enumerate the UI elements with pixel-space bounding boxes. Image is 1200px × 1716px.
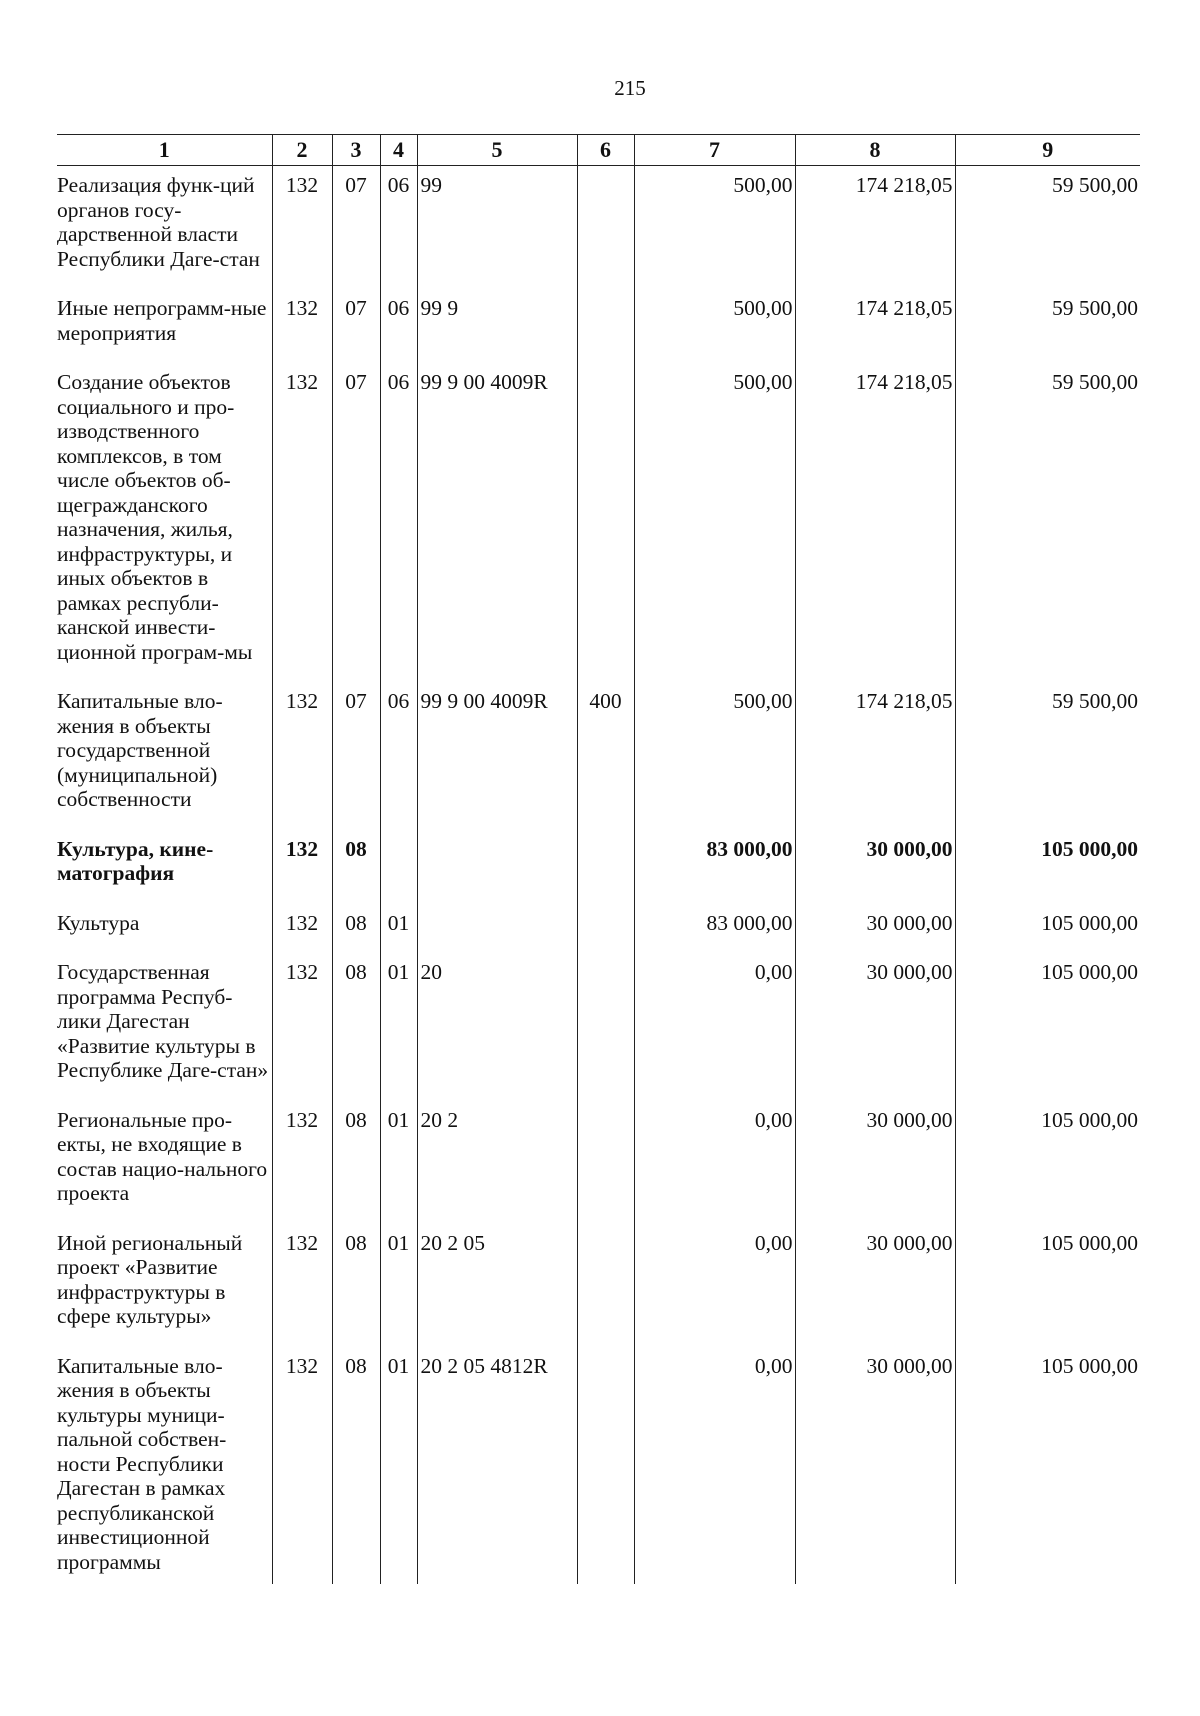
budget-table: [57, 134, 1140, 1584]
section-code-cell: 07: [332, 682, 380, 830]
amount-col7-cell: 0,00: [634, 1101, 795, 1224]
table-header-row: [57, 135, 1140, 166]
admin-code-cell: 132: [272, 166, 332, 290]
table-row: [57, 289, 1140, 363]
expense-type-cell: [577, 1101, 634, 1224]
column-header: 9: [955, 135, 1140, 166]
admin-code-cell: 132: [272, 1224, 332, 1347]
amount-col7-cell: 500,00: [634, 682, 795, 830]
column-header: 8: [795, 135, 955, 166]
amount-col7-cell: 0,00: [634, 953, 795, 1101]
amount-col8-cell: 174 218,05: [795, 289, 955, 363]
amount-col9-cell: 105 000,00: [955, 1224, 1140, 1347]
table-row: [57, 166, 1140, 290]
table-row: [57, 1101, 1140, 1224]
amount-col9-cell: 105 000,00: [955, 1347, 1140, 1585]
subsection-code-cell: 06: [380, 166, 417, 290]
amount-col9-cell: 105 000,00: [955, 1101, 1140, 1224]
admin-code-cell: 132: [272, 1347, 332, 1585]
target-article-cell: 99: [417, 166, 577, 290]
amount-col8-cell: 30 000,00: [795, 1224, 955, 1347]
admin-code-cell: 132: [272, 830, 332, 904]
amount-col7-cell: 500,00: [634, 166, 795, 290]
subsection-code-cell: [380, 830, 417, 904]
column-header: 4: [380, 135, 417, 166]
target-article-cell: [417, 904, 577, 954]
column-header: 3: [332, 135, 380, 166]
subsection-code-cell: 01: [380, 953, 417, 1101]
amount-col9-cell: 59 500,00: [955, 363, 1140, 682]
budget-table-container: [57, 134, 1140, 1584]
amount-col9-cell: 105 000,00: [955, 904, 1140, 954]
amount-col8-cell: 174 218,05: [795, 166, 955, 290]
amount-col9-cell: 105 000,00: [955, 953, 1140, 1101]
target-article-cell: 99 9 00 4009R: [417, 682, 577, 830]
amount-col9-cell: 59 500,00: [955, 289, 1140, 363]
row-name-cell: Государственная программа Респуб-лики Дагестан «Развитие культуры в Республике Даге-стан»: [57, 953, 272, 1101]
amount-col7-cell: 83 000,00: [634, 830, 795, 904]
amount-col9-cell: 59 500,00: [955, 682, 1140, 830]
amount-col8-cell: 30 000,00: [795, 1101, 955, 1224]
target-article-cell: 20: [417, 953, 577, 1101]
amount-col7-cell: 500,00: [634, 363, 795, 682]
target-article-cell: 20 2 05: [417, 1224, 577, 1347]
admin-code-cell: 132: [272, 289, 332, 363]
amount-col8-cell: 30 000,00: [795, 953, 955, 1101]
amount-col9-cell: 59 500,00: [955, 166, 1140, 290]
subsection-code-cell: 01: [380, 1347, 417, 1585]
row-name-cell: Капитальные вло-жения в объекты государственной (муниципальной) собственности: [57, 682, 272, 830]
table-row: [57, 830, 1140, 904]
expense-type-cell: [577, 830, 634, 904]
admin-code-cell: 132: [272, 904, 332, 954]
page-number: 215: [614, 76, 646, 100]
expense-type-cell: [577, 166, 634, 290]
target-article-cell: [417, 830, 577, 904]
admin-code-cell: 132: [272, 682, 332, 830]
target-article-cell: 99 9: [417, 289, 577, 363]
amount-col7-cell: 0,00: [634, 1347, 795, 1585]
row-name-cell: Культура, кине-матография: [57, 830, 272, 904]
section-code-cell: 08: [332, 953, 380, 1101]
section-code-cell: 07: [332, 363, 380, 682]
column-header: 2: [272, 135, 332, 166]
column-header: 5: [417, 135, 577, 166]
amount-col7-cell: 83 000,00: [634, 904, 795, 954]
amount-col9-cell: 105 000,00: [955, 830, 1140, 904]
table-row: [57, 953, 1140, 1101]
subsection-code-cell: 06: [380, 682, 417, 830]
table-body: [57, 166, 1140, 1585]
row-name-cell: Капитальные вло-жения в объекты культуры муници-пальной собствен-ности Республики Дагестан в рамках республиканской инвестиционной программы: [57, 1347, 272, 1585]
row-name-cell: Культура: [57, 904, 272, 954]
row-name-cell: Иной региональный проект «Развитие инфраструктуры в сфере культуры»: [57, 1224, 272, 1347]
column-header: 6: [577, 135, 634, 166]
table-row: [57, 1347, 1140, 1585]
subsection-code-cell: 01: [380, 1224, 417, 1347]
amount-col8-cell: 174 218,05: [795, 363, 955, 682]
amount-col8-cell: 30 000,00: [795, 1347, 955, 1585]
section-code-cell: 07: [332, 166, 380, 290]
expense-type-cell: 400: [577, 682, 634, 830]
amount-col8-cell: 174 218,05: [795, 682, 955, 830]
row-name-cell: Региональные про-екты, не входящие в состав нацио-нального проекта: [57, 1101, 272, 1224]
section-code-cell: 07: [332, 289, 380, 363]
expense-type-cell: [577, 953, 634, 1101]
amount-col7-cell: 0,00: [634, 1224, 795, 1347]
expense-type-cell: [577, 1347, 634, 1585]
table-row: [57, 1224, 1140, 1347]
section-code-cell: 08: [332, 1347, 380, 1585]
subsection-code-cell: 06: [380, 289, 417, 363]
table-row: [57, 363, 1140, 682]
target-article-cell: 20 2 05 4812R: [417, 1347, 577, 1585]
column-header: 7: [634, 135, 795, 166]
amount-col7-cell: 500,00: [634, 289, 795, 363]
expense-type-cell: [577, 1224, 634, 1347]
section-code-cell: 08: [332, 904, 380, 954]
expense-type-cell: [577, 363, 634, 682]
table-row: [57, 904, 1140, 954]
subsection-code-cell: 01: [380, 1101, 417, 1224]
expense-type-cell: [577, 904, 634, 954]
section-code-cell: 08: [332, 1101, 380, 1224]
subsection-code-cell: 01: [380, 904, 417, 954]
row-name-cell: Создание объектов социального и про-изводственного комплексов, в том числе объектов об-щегражданского назначения, жилья, инфраструктуры, и иных объектов в рамках республи-канской инвести-ционной програм-мы: [57, 363, 272, 682]
section-code-cell: 08: [332, 1224, 380, 1347]
amount-col8-cell: 30 000,00: [795, 830, 955, 904]
amount-col8-cell: 30 000,00: [795, 904, 955, 954]
column-header: 1: [57, 135, 272, 166]
table-row: [57, 682, 1140, 830]
subsection-code-cell: 06: [380, 363, 417, 682]
target-article-cell: 99 9 00 4009R: [417, 363, 577, 682]
target-article-cell: 20 2: [417, 1101, 577, 1224]
row-name-cell: Иные непрограмм-ные мероприятия: [57, 289, 272, 363]
section-code-cell: 08: [332, 830, 380, 904]
admin-code-cell: 132: [272, 953, 332, 1101]
expense-type-cell: [577, 289, 634, 363]
row-name-cell: Реализация функ-ций органов госу-дарственной власти Республики Даге-стан: [57, 166, 272, 290]
admin-code-cell: 132: [272, 363, 332, 682]
admin-code-cell: 132: [272, 1101, 332, 1224]
